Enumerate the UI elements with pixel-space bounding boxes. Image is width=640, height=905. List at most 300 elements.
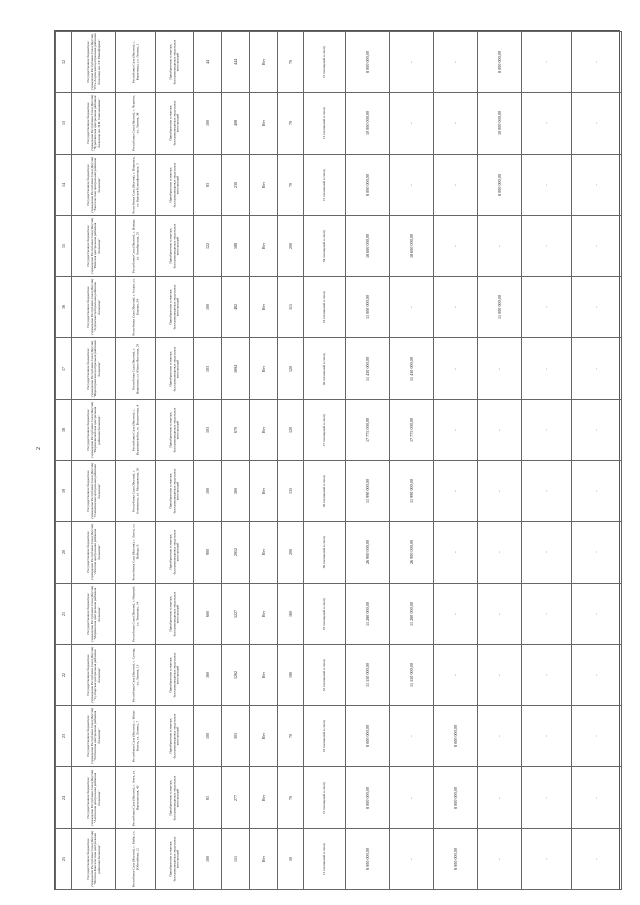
cell-other1: [522, 277, 572, 338]
cell-text: 24: [60, 795, 66, 800]
cell-text: 8 000 000,00: [364, 786, 370, 809]
cell-rep: [434, 522, 478, 583]
cell-text: -: [593, 245, 599, 247]
cell-mun: [478, 93, 522, 154]
cell-text: Государственное бюджетное учреждение Республики Саха (Якутия) "Хангаласская центральная районная больница": [85, 156, 101, 213]
cell-address: [116, 215, 156, 276]
cell-text: 8 000 000,00: [452, 847, 458, 870]
cell-org: [72, 32, 116, 93]
cell-text: 11 280 000,00: [408, 601, 414, 626]
cell-capacity: [278, 338, 304, 399]
cell-area: [222, 706, 250, 767]
cell-text: Приобретение и монтаж быстровозводимых модульных конструкций: [168, 346, 180, 391]
cell-total: [346, 583, 390, 644]
cell-text: Нет: [260, 855, 266, 863]
cell-address: [116, 338, 156, 399]
cell-shifts: [304, 399, 346, 460]
cell-text: Республика Саха (Якутия), г. Покровск, ул. Братьев Ксенофонтовых, 5: [130, 156, 139, 214]
cell-text: -: [496, 796, 502, 799]
cell-other1: [522, 460, 572, 521]
cell-text: 10 000 000,00: [496, 111, 502, 136]
cell-other1: [522, 338, 572, 399]
cell-text: -: [593, 367, 599, 370]
cell-area: [222, 767, 250, 828]
cell-beds: [194, 644, 222, 705]
cell-total: [346, 154, 390, 215]
cell-has-psd: [250, 460, 278, 521]
cell-beds: [194, 277, 222, 338]
cell-text: 11 000 000,00: [496, 295, 502, 320]
cell-area: [222, 522, 250, 583]
cell-capacity: [278, 277, 304, 338]
cell-work-type: [156, 706, 194, 767]
cell-text: Нет: [260, 733, 266, 740]
cell-text: 100: [204, 855, 210, 862]
cell-text: Приобретение и монтаж быстровозводимых модульных конструкций: [168, 407, 180, 453]
cell-text: -: [496, 551, 502, 554]
cell-work-type: [156, 828, 194, 889]
cell-total: [346, 644, 390, 705]
cell-text: -: [496, 735, 502, 737]
cell-text: -: [408, 735, 414, 737]
cell-area: [222, 644, 250, 705]
cell-rep: [434, 93, 478, 154]
cell-text: 160: [204, 671, 210, 678]
cell-has-psd: [250, 399, 278, 460]
cell-text: 160: [287, 610, 293, 617]
cell-text: 81: [204, 795, 210, 800]
cell-text: 22: [60, 672, 66, 677]
cell-text: 8 000 000,00: [452, 786, 458, 809]
cell-text: 100: [204, 120, 210, 127]
cell-text: 200: [287, 549, 293, 556]
cell-text: -: [593, 184, 599, 186]
cell-shifts: [304, 460, 346, 521]
cell-fed: [390, 583, 434, 644]
cell-text: 70: [287, 795, 293, 800]
cell-text: Республика Саха (Якутия), с. Сунтар, ул. Ленина, 13: [130, 647, 139, 702]
cell-work-type: [156, 522, 194, 583]
cell-total: [346, 767, 390, 828]
cell-text: 11 000 000,00: [364, 295, 370, 320]
cell-text: Государственное бюджетное учреждение Республики Саха (Якутия) "Верхневилюйская центральная районная больница": [85, 401, 101, 459]
table-row: [56, 644, 622, 705]
cell-text: 200: [287, 242, 293, 249]
cell-text: -: [452, 612, 458, 615]
cell-rep: [434, 154, 478, 215]
cell-text: Республика Саха (Якутия), г. Алдан, ул. Кирова, 34: [130, 278, 139, 336]
cell-text: 408: [232, 120, 238, 127]
cell-shifts: [304, 32, 346, 93]
cell-num: [56, 828, 72, 889]
cell-text: 230: [232, 181, 238, 188]
cell-text: -: [496, 858, 502, 860]
cell-beds: [194, 767, 222, 828]
cell-address: [116, 644, 156, 705]
cell-text: Республика Саха (Якутия), с. Майя, ул. Юбилейная, 12: [130, 830, 139, 888]
cell-fed: [390, 399, 434, 460]
cell-text: 15: [60, 243, 66, 248]
cell-text: 103: [204, 365, 210, 372]
cell-text: 26 900 000,00: [408, 540, 414, 565]
cell-total: [346, 399, 390, 460]
cell-capacity: [278, 828, 304, 889]
cell-other1: [522, 32, 572, 93]
table-row: [56, 583, 622, 644]
cell-work-type: [156, 460, 194, 521]
cell-other2: [572, 828, 622, 889]
cell-capacity: [278, 644, 304, 705]
cell-text: Нет: [260, 426, 266, 434]
cell-text: Государственное бюджетное учреждение Республики Саха (Якутия) "Мегино-Кангаласская центральная районная больница": [85, 830, 101, 888]
cell-other2: [572, 460, 622, 521]
cell-text: -: [593, 429, 599, 431]
cell-text: 115: [287, 304, 293, 311]
cell-text: -: [452, 61, 458, 63]
cell-total: [346, 32, 390, 93]
cell-text: 8 000 000,00: [452, 725, 458, 748]
cell-text: 103: [204, 426, 210, 433]
cell-beds: [194, 93, 222, 154]
cell-text: Государственное бюджетное учреждение Республики Саха (Якутия) "Таттинская центральная районная больница": [85, 708, 101, 765]
cell-area: [222, 154, 250, 215]
cell-text: 18 600 000,00: [408, 233, 414, 259]
cell-text: 70: [287, 182, 293, 187]
cell-shifts: [304, 644, 346, 705]
cell-other2: [572, 338, 622, 399]
cell-text: 35 посещений в смену: [321, 597, 326, 630]
cell-fed: [390, 828, 434, 889]
cell-text: Нет: [260, 549, 266, 556]
cell-text: Государственное бюджетное учреждение Республики Саха (Якутия) "Олекминская центральная районная больница": [85, 462, 101, 520]
cell-work-type: [156, 93, 194, 154]
cell-other1: [522, 154, 572, 215]
cell-work-type: [156, 338, 194, 399]
cell-text: Государственное бюджетное учреждение Республики Саха (Якутия) "Мирнинская центральная районная больница": [85, 585, 101, 642]
cell-text: -: [543, 858, 549, 860]
cell-text: Нет: [260, 671, 266, 679]
cell-area: [222, 338, 250, 399]
cell-mun: [478, 706, 522, 767]
cell-text: -: [496, 367, 502, 370]
cell-shifts: [304, 338, 346, 399]
cell-text: 70: [287, 734, 293, 739]
cell-text: -: [408, 61, 414, 63]
cell-num: [56, 93, 72, 154]
cell-text: Приобретение и монтаж быстровозводимых модульных конструкций: [168, 591, 180, 637]
cell-fed: [390, 522, 434, 583]
table-body: [55, 31, 622, 890]
cell-address: [116, 93, 156, 154]
cell-text: 600: [204, 610, 210, 617]
cell-has-psd: [250, 215, 278, 276]
cell-text: Государственное бюджетное учреждение Республики Саха (Якутия) "Чурапчинская центральная районная больница им. П.Н. Сокольникова": [85, 95, 101, 152]
cell-text: 30 посещений в смену: [321, 474, 326, 508]
cell-text: 10 000 000,00: [364, 111, 370, 136]
cell-mun: [478, 644, 522, 705]
cell-text: 5227: [232, 609, 238, 618]
cell-org: [72, 706, 116, 767]
cell-mun: [478, 767, 522, 828]
cell-text: 8 000 000,00: [496, 51, 502, 74]
cell-mun: [478, 215, 522, 276]
cell-text: 30 посещений в смену: [321, 352, 326, 385]
cell-total: [346, 522, 390, 583]
cell-text: 26 900 000,00: [364, 540, 370, 565]
cell-fed: [390, 277, 434, 338]
cell-text: Приобретение и монтаж быстровозводимых модульных конструкций: [168, 530, 180, 575]
cell-other2: [572, 215, 622, 276]
cell-total: [346, 215, 390, 276]
cell-text: 52 посещений в смену: [321, 658, 326, 692]
cell-beds: [194, 154, 222, 215]
cell-text: -: [496, 674, 502, 676]
cell-fed: [390, 154, 434, 215]
cell-text: Приобретение и монтаж быстровозводимых модульных конструкций: [168, 468, 180, 514]
cell-text: -: [543, 613, 549, 615]
cell-other1: [522, 93, 572, 154]
cell-has-psd: [250, 338, 278, 399]
cell-has-psd: [250, 154, 278, 215]
cell-other1: [522, 583, 572, 644]
cell-shifts: [304, 93, 346, 154]
cell-text: -: [543, 245, 549, 247]
table-row: [56, 154, 622, 215]
cell-org: [72, 522, 116, 583]
cell-num: [56, 522, 72, 583]
funding-table: [54, 30, 620, 890]
cell-org: [72, 460, 116, 521]
cell-has-psd: [250, 93, 278, 154]
cell-address: [116, 32, 156, 93]
cell-text: 100: [204, 304, 210, 311]
cell-area: [222, 583, 250, 644]
cell-capacity: [278, 767, 304, 828]
cell-text: 15 посещений в смену: [321, 842, 326, 875]
table-row: [56, 338, 622, 399]
cell-text: Приобретение и монтаж быстровозводимых модульных конструкций: [168, 652, 180, 698]
cell-area: [222, 215, 250, 276]
cell-address: [116, 706, 156, 767]
cell-text: 2952: [232, 548, 238, 557]
cell-area: [222, 460, 250, 521]
cell-area: [222, 277, 250, 338]
cell-num: [56, 399, 72, 460]
table-row: [56, 460, 622, 521]
cell-text: Государственное бюджетное учреждение Республики Саха (Якутия) "Алданская центральная районная больница": [85, 279, 101, 336]
cell-rep: [434, 399, 478, 460]
cell-text: -: [543, 796, 549, 799]
cell-fed: [390, 706, 434, 767]
cell-text: Республика Саха (Якутия), г. Олекминск, ул. Молодежная, 26: [130, 467, 139, 515]
page-number: 2: [36, 447, 42, 450]
cell-capacity: [278, 522, 304, 583]
cell-has-psd: [250, 706, 278, 767]
cell-text: 14: [60, 182, 66, 187]
table-row: [56, 767, 622, 828]
cell-beds: [194, 522, 222, 583]
cell-fed: [390, 767, 434, 828]
cell-capacity: [278, 215, 304, 276]
cell-address: [116, 154, 156, 215]
cell-text: -: [452, 490, 458, 492]
cell-text: 151: [232, 855, 238, 862]
table-row: [56, 93, 622, 154]
cell-text: -: [543, 429, 549, 431]
cell-text: 8 000 000,00: [496, 173, 502, 196]
cell-text: Республика Саха (Якутия), с. Борогонцы, ул. Ленина, 2: [130, 41, 139, 84]
cell-text: Приобретение и монтаж быстровозводимых модульных конструкций: [168, 836, 180, 882]
cell-text: 11 430 000,00: [364, 356, 370, 381]
cell-text: -: [543, 674, 549, 676]
cell-work-type: [156, 399, 194, 460]
cell-text: Республика Саха (Якутия), г. Мирный, ул. Тихонова, 14: [130, 585, 139, 642]
cell-fed: [390, 93, 434, 154]
cell-shifts: [304, 767, 346, 828]
cell-text: Республика Саха (Якутия), г. Ленск, ул. Победы, 8: [130, 523, 139, 581]
cell-mun: [478, 460, 522, 521]
cell-num: [56, 644, 72, 705]
cell-num: [56, 154, 72, 215]
cell-text: 8 000 000,00: [364, 51, 370, 74]
cell-other2: [572, 522, 622, 583]
cell-text: 100: [204, 733, 210, 740]
cell-text: 17: [60, 366, 66, 371]
cell-text: Приобретение и монтаж быстровозводимых модульных конструкций: [168, 223, 180, 269]
cell-text: 120: [287, 426, 293, 433]
cell-text: 23: [60, 734, 66, 739]
cell-other2: [572, 93, 622, 154]
cell-text: 560: [232, 488, 238, 495]
cell-num: [56, 706, 72, 767]
cell-address: [116, 399, 156, 460]
cell-text: -: [452, 429, 458, 431]
cell-text: 11 280 000,00: [364, 601, 370, 626]
table-row: [56, 32, 622, 93]
cell-text: Приобретение и монтаж быстровозводимых модульных конструкций: [168, 162, 180, 208]
cell-text: -: [496, 612, 502, 615]
cell-text: 8 000 000,00: [364, 173, 370, 196]
cell-text: 15 посещений в смену: [321, 45, 326, 79]
cell-shifts: [304, 215, 346, 276]
cell-num: [56, 32, 72, 93]
cell-other2: [572, 583, 622, 644]
cell-text: Государственное бюджетное учреждение Республики Саха (Якутия) "Ленская центральная районная больница": [85, 524, 101, 581]
cell-text: -: [593, 613, 599, 615]
cell-text: 70: [287, 121, 293, 126]
cell-org: [72, 583, 116, 644]
cell-capacity: [278, 93, 304, 154]
cell-text: Республика Саха (Якутия), с. Намцы, ул. Октябрьская, 25: [130, 219, 139, 273]
cell-mun: [478, 522, 522, 583]
cell-text: 15 посещений в смену: [321, 168, 326, 201]
cell-has-psd: [250, 522, 278, 583]
cell-text: 8 000 000,00: [364, 847, 370, 870]
cell-text: 900: [204, 549, 210, 556]
cell-text: -: [408, 184, 414, 186]
cell-beds: [194, 215, 222, 276]
cell-text: -: [496, 245, 502, 247]
cell-text: 13: [60, 121, 66, 126]
cell-area: [222, 399, 250, 460]
cell-capacity: [278, 583, 304, 644]
cell-has-psd: [250, 277, 278, 338]
cell-text: 11 430 000,00: [408, 356, 414, 381]
cell-text: Республика Саха (Якутия), с. Чурапча, ул. Ленина, 34: [130, 95, 139, 152]
cell-text: -: [543, 61, 549, 63]
cell-has-psd: [250, 828, 278, 889]
table-row: [56, 399, 622, 460]
cell-text: Государственное бюджетное учреждение Республики Саха (Якутия) "Намская центральная районная больница": [85, 217, 101, 275]
cell-text: -: [543, 735, 549, 737]
cell-work-type: [156, 32, 194, 93]
cell-num: [56, 767, 72, 828]
cell-text: Государственное бюджетное учреждение Республики Саха (Якутия) "Усть-Алданская центральная районная больница им. Г.Г. Никифорова": [85, 33, 101, 91]
cell-text: 44: [204, 60, 210, 65]
cell-org: [72, 215, 116, 276]
cell-other2: [572, 767, 622, 828]
cell-beds: [194, 338, 222, 399]
cell-area: [222, 93, 250, 154]
cell-capacity: [278, 460, 304, 521]
table-row: [56, 828, 622, 889]
cell-text: Республика Саха (Якутия), с. Амга, ул. Партизанская, 43: [130, 769, 139, 826]
cell-text: -: [593, 490, 599, 492]
cell-text: -: [593, 306, 599, 308]
cell-shifts: [304, 828, 346, 889]
cell-has-psd: [250, 644, 278, 705]
cell-text: 50: [287, 856, 293, 861]
cell-text: 15 посещений в смену: [321, 781, 326, 814]
cell-other2: [572, 644, 622, 705]
cell-text: Нет: [260, 794, 266, 801]
cell-text: -: [452, 306, 458, 308]
cell-text: Приобретение и монтаж быстровозводимых модульных конструкций: [168, 284, 180, 330]
cell-total: [346, 828, 390, 889]
cell-mun: [478, 277, 522, 338]
cell-text: 277: [232, 794, 238, 801]
cell-text: 17 775 000,00: [364, 417, 370, 442]
cell-total: [346, 93, 390, 154]
cell-rep: [434, 583, 478, 644]
cell-text: -: [593, 551, 599, 554]
cell-text: 588: [232, 242, 238, 249]
table-row: [56, 706, 622, 767]
cell-rep: [434, 215, 478, 276]
cell-other1: [522, 215, 572, 276]
cell-address: [116, 767, 156, 828]
cell-text: -: [408, 858, 414, 860]
cell-text: -: [452, 245, 458, 247]
cell-org: [72, 93, 116, 154]
cell-address: [116, 828, 156, 889]
cell-num: [56, 583, 72, 644]
cell-mun: [478, 828, 522, 889]
cell-text: Нет: [260, 58, 266, 66]
cell-mun: [478, 338, 522, 399]
cell-text: -: [543, 551, 549, 554]
cell-work-type: [156, 583, 194, 644]
cell-rep: [434, 338, 478, 399]
cell-text: Нет: [260, 242, 266, 250]
cell-capacity: [278, 399, 304, 460]
cell-num: [56, 338, 72, 399]
cell-text: 60 посещений в смену: [321, 536, 326, 569]
cell-has-psd: [250, 767, 278, 828]
cell-other1: [522, 706, 572, 767]
cell-other1: [522, 767, 572, 828]
cell-text: Нет: [260, 487, 266, 495]
